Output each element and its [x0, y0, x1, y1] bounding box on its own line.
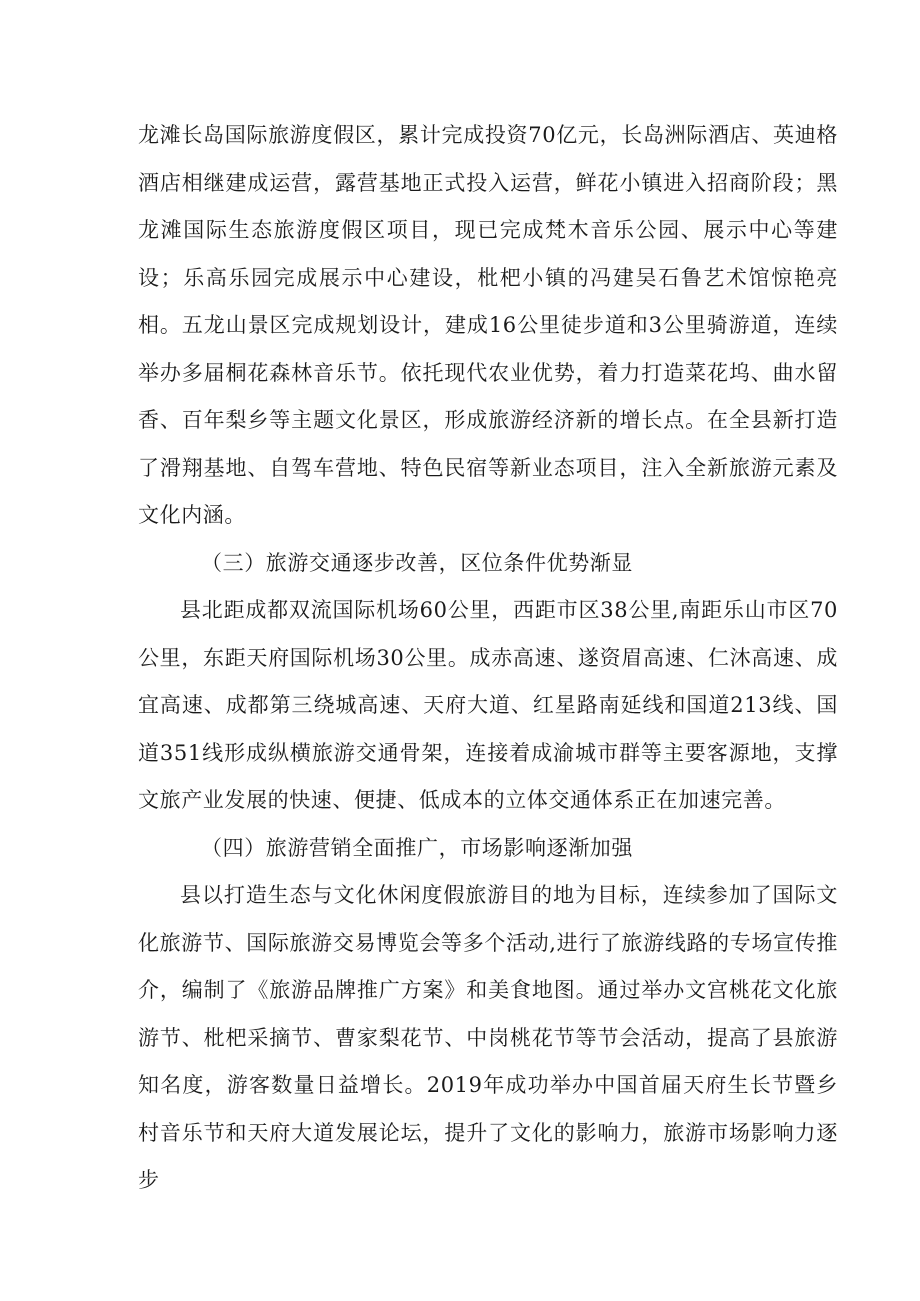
- document-body: [138, 112, 838, 1205]
- section-heading-transport: （三）旅游交通逐步改善，区位条件优势渐显: [201, 550, 633, 575]
- paragraph-resort-projects: 龙滩长岛国际旅游度假区，累计完成投资70亿元，长岛洲际酒店、英迪格酒店相继建成运营，露营基地正式投入运营，鲜花小镇进入招商阶段；黑龙滩国际生态旅游度假区项目，现已完成梵木音乐公园、展示中心等建设；乐高乐园完成展示中心建设，枇杷小镇的冯建吴石鲁艺术馆惊艳亮相。五龙山景区完成规划设计，建成16公里徒步道和3公里骑游道，连续举办多届桐花森林音乐节。依托现代农业优势，着力打造菜花坞、曲水留香、百年梨乡等主题文化景区，形成旅游经济新的增长点。在全县新打造了滑翔基地、自驾车营地、特色民宿等新业态项目，注入全新旅游元素及文化内涵。: [138, 123, 838, 527]
- paragraph-marketing: 县以打造生态与文化休闲度假旅游目的地为目标，连续参加了国际文化旅游节、国际旅游交易博览会等多个活动,进行了旅游线路的专场宣传推介，编制了《旅游品牌推广方案》和美食地图。通过举办文宫桃花文化旅游节、枇杷采摘节、曹家梨花节、中岗桃花节等节会活动，提高了县旅游知名度，游客数量日益增长。2019年成功举办中国首届天府生长节暨乡村音乐节和天府大道发展论坛，提升了文化的影响力，旅游市场影响力逐步: [138, 883, 838, 1192]
- paragraph-transport: 县北距成都双流国际机场60公里，西距市区38公里,南距乐山市区70公里，东距天府国际机场30公里。成赤高速、遂资眉高速、仁沐高速、成宜高速、成都第三绕城高速、天府大道、红星路南延线和国道213线、国道351线形成纵横旅游交通骨架，连接着成渝城市群等主要客源地，支撑文旅产业发展的快速、便捷、低成本的立体交通体系正在加速完善。: [138, 598, 838, 812]
- section-heading-marketing: （四）旅游营销全面推广，市场影响逐渐加强: [201, 835, 633, 860]
